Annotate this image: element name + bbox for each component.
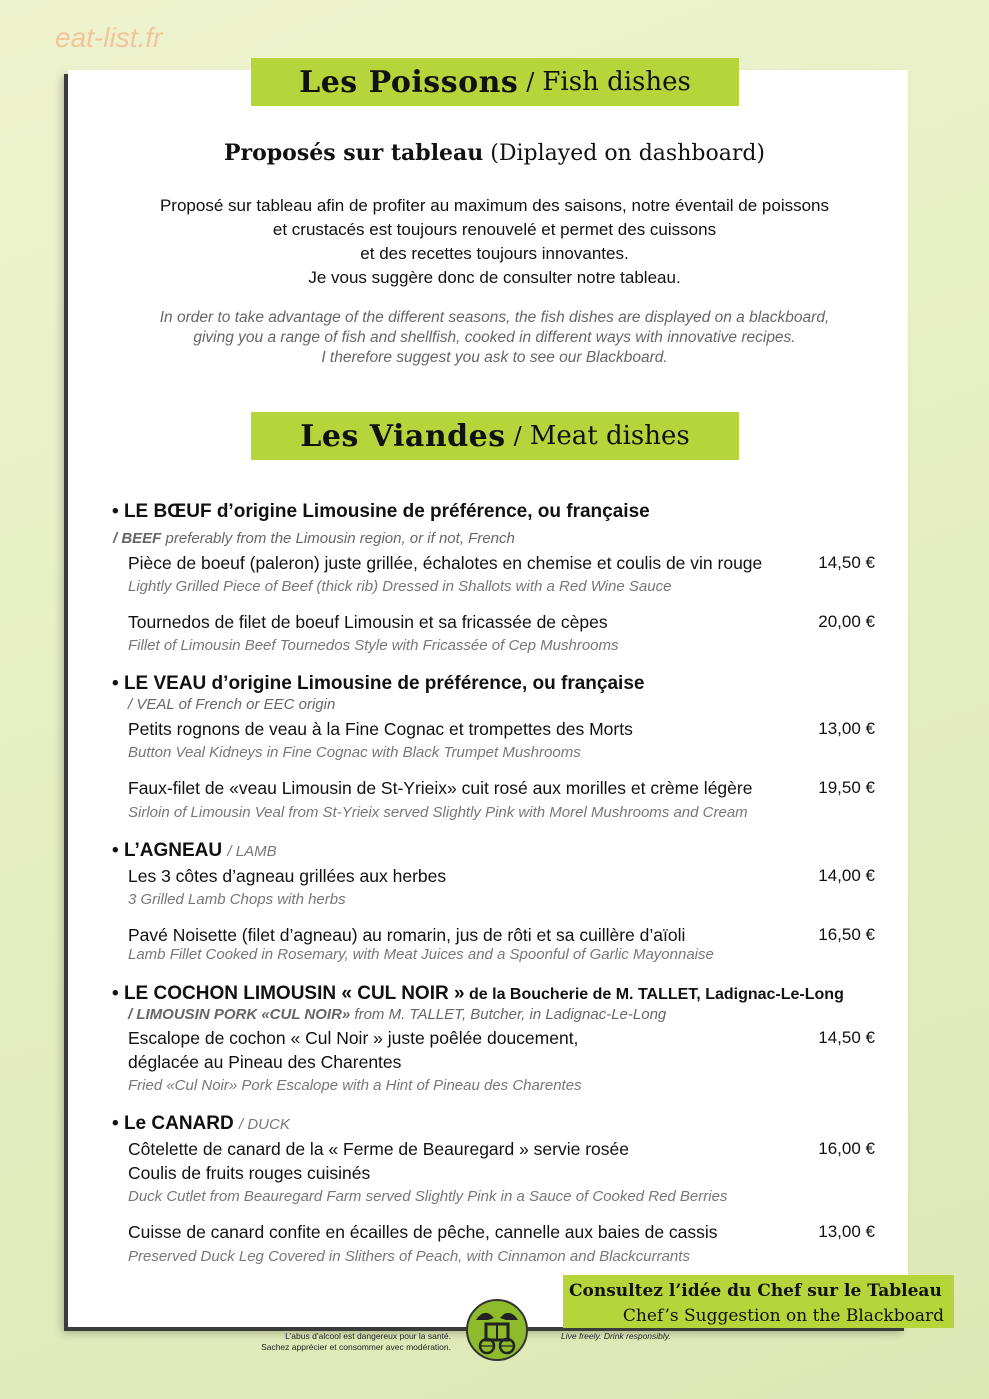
meat-title-en: Meat dishes xyxy=(529,421,690,451)
beef-category-en xyxy=(113,530,515,547)
duck-dish-1-line-1: Côtelette de canard de la « Ferme de Beauregard » servie rosée xyxy=(128,1139,629,1159)
beef-en-bold: / BEEF xyxy=(113,530,162,547)
beef-category xyxy=(112,501,650,523)
duck-title: Le CANARD xyxy=(123,1113,234,1134)
intro-en xyxy=(0,308,989,368)
beef-dish-1-price: 14,50 € xyxy=(818,553,875,572)
duck-dish-1-line-2: Coulis de fruits rouges cuisinés xyxy=(128,1163,371,1183)
veal-dish-1: Petits rognons de veau à la Fine Cognac et trompettes des Morts xyxy=(128,719,633,739)
watermark: eat-list.fr xyxy=(55,22,163,53)
chef-suggestion-fr: Consultez l’idée du Chef sur le Tableau xyxy=(569,1281,942,1301)
veal-category-en: / VEAL of French or EEC origin xyxy=(128,696,336,713)
duck-dish-2-price: 13,00 € xyxy=(818,1222,875,1241)
duck-category xyxy=(112,1113,290,1135)
pork-category-en xyxy=(128,1006,666,1023)
board-heading-en: (Diplayed on dashboard) xyxy=(490,141,766,166)
veal-dish-1-en: Button Veal Kidneys in Fine Cognac with Black Trumpet Mushrooms xyxy=(128,744,581,761)
lamb-category xyxy=(112,840,277,862)
duck-dish-2-en: Preserved Duck Leg Covered in Slithers of Peach, with Cinnamon and Blackcurrants xyxy=(128,1248,690,1265)
intro-fr-line: et crustacés est toujours renouvelé et permet des cuissons xyxy=(272,220,717,239)
pork-dish-en: Fried «Cul Noir» Pork Escalope with a Hint of Pineau des Charentes xyxy=(128,1077,582,1094)
veal-dish-1-price: 13,00 € xyxy=(818,719,875,738)
lamb-dish-1-price: 14,00 € xyxy=(818,866,875,885)
beef-dish-1: Pièce de boeuf (paleron) juste grillée, échalotes en chemise et coulis de vin rouge xyxy=(128,553,763,573)
lamb-dish-1: Les 3 côtes d’agneau grillées aux herbes xyxy=(128,866,447,886)
intro-en-line: I therefore suggest you ask to see our Blackboard. xyxy=(321,349,668,366)
bullet: • xyxy=(112,673,119,694)
bullet: • xyxy=(112,1113,119,1134)
lamb-dish-2-en: Lamb Fillet Cooked in Rosemary, with Meat Juices and a Spoonful of Garlic Mayonnaise xyxy=(128,946,714,963)
alcohol-warning-line-1: L’abus d’alcool est dangereux pour la santé. xyxy=(285,1331,451,1341)
intro-fr-line: Je vous suggère donc de consulter notre tableau. xyxy=(308,268,681,287)
duck-dish-1-price: 16,00 € xyxy=(818,1139,875,1158)
beef-dish-2-price: 20,00 € xyxy=(818,612,875,631)
fish-banner xyxy=(251,58,739,106)
pork-dish-line-1: Escalope de cochon « Cul Noir » juste poêlée doucement, xyxy=(128,1028,579,1048)
bullet: • xyxy=(112,501,119,522)
duck-dish-2: Cuisse de canard confite en écailles de pêche, cannelle aux baies de cassis xyxy=(128,1222,718,1242)
pork-dish-price: 14,50 € xyxy=(818,1028,875,1047)
fish-title-fr: Les Poissons xyxy=(299,64,519,100)
beef-dish-2-en: Fillet of Limousin Beef Tournedos Style with Fricassée of Cep Mushrooms xyxy=(128,637,619,654)
veal-dish-2-en: Sirloin of Limousin Veal from St-Yrieix served Slightly Pink with Morel Mushrooms and Cream xyxy=(128,804,748,821)
beef-en-text: preferably from the Limousin region, or if not, French xyxy=(161,530,515,547)
pork-dish-line-2: déglacée au Pineau des Charentes xyxy=(128,1052,402,1072)
lamb-dish-2-price: 16,50 € xyxy=(818,925,875,944)
fish-title-sep: / xyxy=(526,68,535,96)
pork-title-small: de la Boucherie de M. TALLET, Ladignac-Le-Long xyxy=(464,986,844,1003)
lamb-note: / LAMB xyxy=(227,843,277,860)
bullet: • xyxy=(112,983,119,1004)
alcohol-warning-fr xyxy=(261,1331,451,1353)
pork-category xyxy=(112,983,844,1005)
lamb-dish-2: Pavé Noisette (filet d’agneau) au romarin, jus de rôti et sa cuillère d’aïoli xyxy=(128,925,686,945)
veal-dish-2-price: 19,50 € xyxy=(818,778,875,797)
intro-en-line: giving you a range of fish and shellfish, cooked in different ways with innovative recipes. xyxy=(193,329,796,346)
board-heading xyxy=(0,140,989,166)
pork-title: LE COCHON LIMOUSIN « CUL NOIR » xyxy=(123,983,465,1004)
bullet: • xyxy=(112,840,119,861)
beef-dish-1-en: Lightly Grilled Piece of Beef (thick rib) Dressed in Shallots with a Red Wine Sauce xyxy=(128,578,672,595)
veal-dish-2: Faux-filet de «veau Limousin de St-Yrieix» cuit rosé aux morilles et crème légère xyxy=(128,778,753,798)
beef-title: LE BŒUF d’origine Limousine de préférence, ou française xyxy=(123,501,650,522)
alcohol-warning-line-2: Sachez apprécier et consommer avec modération. xyxy=(261,1342,451,1352)
veal-title: LE VEAU d’origine Limousine de préférence, ou française xyxy=(123,673,645,694)
fish-title-en: Fish dishes xyxy=(542,67,691,97)
chef-suggestion-en: Chef’s Suggestion on the Blackboard xyxy=(622,1306,944,1326)
meat-banner xyxy=(251,412,739,460)
horse-carriage-logo-icon xyxy=(462,1298,532,1362)
lamb-dish-1-en: 3 Grilled Lamb Chops with herbs xyxy=(128,891,346,908)
intro-fr-line: Proposé sur tableau afin de profiter au maximum des saisons, notre éventail de poissons xyxy=(159,196,830,215)
meat-title-sep: / xyxy=(513,422,522,450)
duck-dish-1-en: Duck Cutlet from Beauregard Farm served Slightly Pink in a Sauce of Cooked Red Berries xyxy=(128,1188,728,1205)
intro-fr xyxy=(0,194,989,290)
intro-fr-line: et des recettes toujours innovantes. xyxy=(360,244,629,263)
intro-en-line: In order to take advantage of the different seasons, the fish dishes are displayed on a blackboard, xyxy=(159,309,830,326)
pork-en-bold: / LIMOUSIN PORK «CUL NOIR» xyxy=(128,1006,351,1023)
lamb-title: L’AGNEAU xyxy=(123,840,223,861)
meat-title-fr: Les Viandes xyxy=(300,418,506,454)
chef-suggestion-box xyxy=(563,1275,954,1328)
board-heading-fr: Proposés sur tableau xyxy=(223,140,484,166)
veal-category xyxy=(112,673,644,695)
alcohol-warning-en: Live freely. Drink responsibly. xyxy=(561,1331,671,1341)
pork-en-text: from M. TALLET, Butcher, in Ladignac-Le-Long xyxy=(350,1006,667,1023)
duck-note: / DUCK xyxy=(239,1116,290,1133)
beef-dish-2: Tournedos de filet de boeuf Limousin et sa fricassée de cèpes xyxy=(128,612,608,632)
